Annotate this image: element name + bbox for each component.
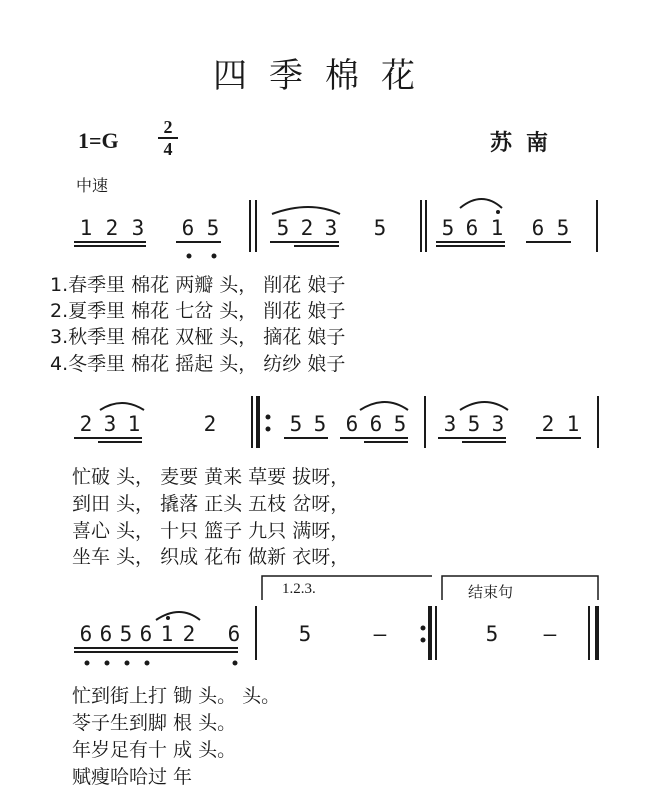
volta-bracket [262,576,432,600]
note: 5 [485,622,499,646]
volta-bracket [442,576,598,600]
lyric-line: 4.冬季里 棉花 摇起 头， 纺纱 娘子 [50,353,346,375]
song-title: 四季棉花 [213,56,437,96]
note: 5 [276,216,290,240]
note: 6 [181,216,195,240]
lyric-line: 年岁足有十 成 头。 [72,739,237,761]
sustain-dash: — [373,622,387,646]
key-signature: 1=G [78,128,119,153]
note: 6 [531,216,545,240]
note: 5 [373,216,387,240]
note: 2 [300,216,314,240]
octave-dot [85,661,90,666]
note: 5 [119,622,133,646]
note: 3 [131,216,145,240]
slur [460,402,508,410]
octave-dot [125,661,130,666]
note: 1 [160,622,174,646]
note: 3 [443,412,457,436]
repeat-dot [266,427,271,432]
note: 5 [556,216,570,240]
volta-2-label: 结束句 [468,585,514,601]
note: 6 [79,622,93,646]
lyric-line: 忙破 头， 麦要 黄来 草要 拔呀， [72,466,350,488]
octave-dot [145,661,150,666]
sustain-dash: — [543,622,557,646]
note: 5 [393,412,407,436]
time-sig-bottom: 4 [163,139,173,159]
note: 2 [203,412,217,436]
octave-dot [105,661,110,666]
song-region: 苏南 [490,131,563,156]
tempo-marking: 中速 [76,176,109,195]
lyric-line: 坐车 头， 织成 花布 做新 衣呀， [72,546,350,568]
note: 6 [99,622,113,646]
note: 1 [127,412,141,436]
note: 3 [103,412,117,436]
note: 5 [289,412,303,436]
note: 6 [345,412,359,436]
lyric-line: 3.秋季里 棉花 双桠 头， 摘花 娘子 [50,326,346,348]
note: 6 [227,622,241,646]
lyric-line: 2.夏季里 棉花 七岔 头， 削花 娘子 [50,300,346,322]
octave-dot [187,254,192,259]
note: 1 [490,216,504,240]
note: 1 [79,216,93,240]
volta-1-label: 1.2.3. [282,581,316,597]
note: 1 [566,412,580,436]
lyric-line: 赋瘦哈哈过 年 [72,766,193,788]
lyric-line: 喜心 头， 十只 篮子 九只 满呀， [72,520,350,542]
note: 5 [206,216,220,240]
note: 2 [541,412,555,436]
slur [156,612,200,620]
repeat-dot [421,626,426,631]
note: 6 [139,622,153,646]
note: 2 [79,412,93,436]
note: 6 [465,216,479,240]
note: 5 [298,622,312,646]
note: 6 [369,412,383,436]
slur [460,199,502,208]
octave-dot [233,661,238,666]
note: 5 [441,216,455,240]
slur [100,403,144,410]
note: 2 [182,622,196,646]
note: 5 [313,412,327,436]
octave-dot [166,616,170,620]
note: 3 [491,412,505,436]
lyric-line: 忙到街上打 锄 头。 头。 [72,685,281,707]
octave-dot [496,210,500,214]
lyric-line: 苓子生到脚 根 头。 [72,712,237,734]
note: 2 [105,216,119,240]
repeat-dot [421,638,426,643]
slur [360,402,408,410]
note: 3 [324,216,338,240]
time-sig-top: 2 [163,117,173,137]
slur [272,207,340,214]
octave-dot [212,254,217,259]
note: 5 [467,412,481,436]
lyric-line: 1.春季里 棉花 两瓣 头， 削花 娘子 [50,274,346,296]
repeat-dot [266,415,271,420]
lyric-line: 到田 头， 撬落 正头 五枝 岔呀， [72,493,350,515]
